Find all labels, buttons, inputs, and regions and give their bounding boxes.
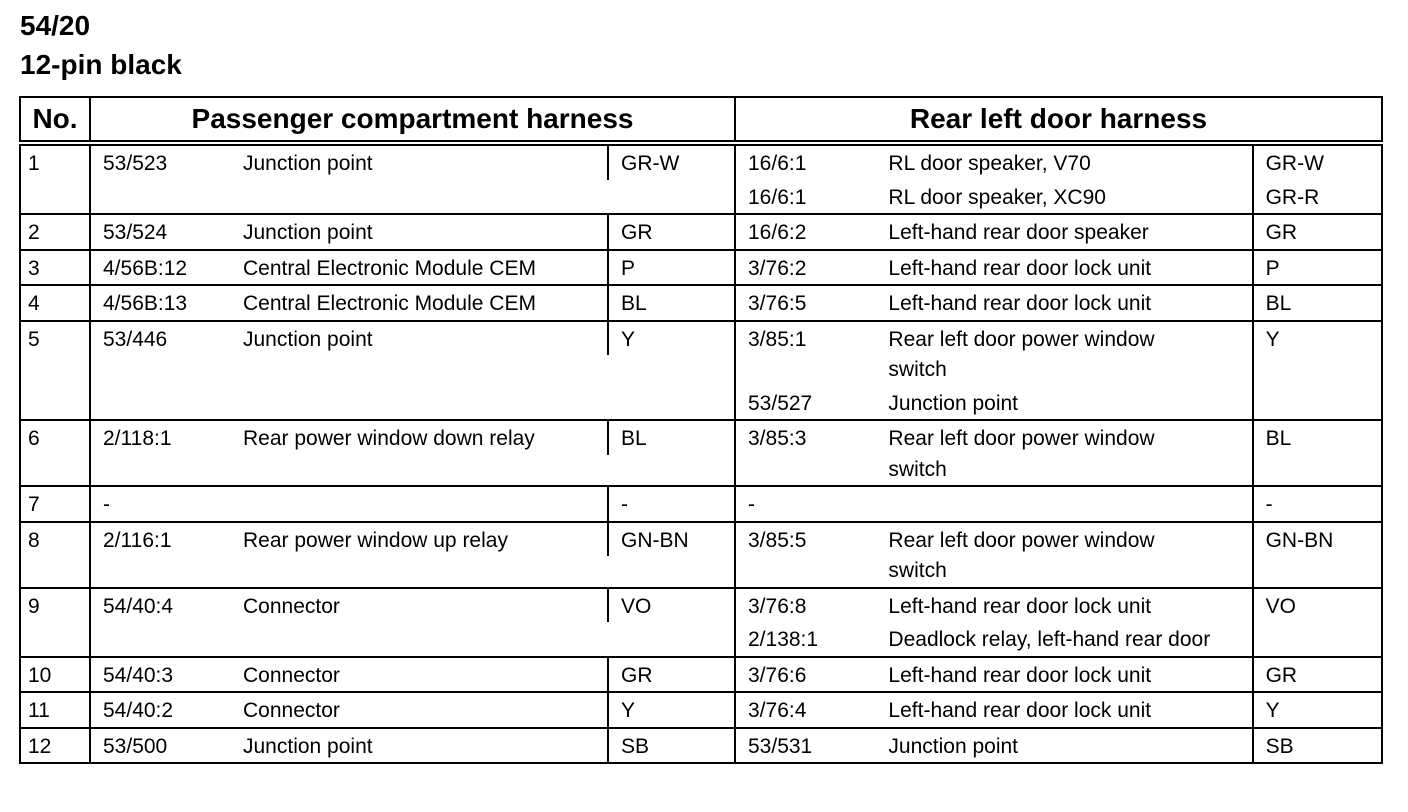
passenger-description: Connector (243, 594, 340, 618)
passenger-harness-cell (90, 728, 735, 764)
rear-wire-color: GR-W (1265, 152, 1324, 175)
rear-wire-color: GR-R (1265, 185, 1320, 209)
rear-wire-color: Y (1265, 327, 1280, 351)
rear-harness-cell (735, 214, 1382, 250)
pin-number-cell (20, 321, 90, 421)
rear-description: Rear left door power window (888, 327, 1155, 351)
passenger-wire-color: Y (621, 327, 636, 351)
rear-description: switch (888, 559, 947, 582)
rear-description: Junction point (888, 734, 1019, 758)
pinout-table (19, 96, 1383, 764)
rear-wire-color: VO (1265, 594, 1296, 618)
passenger-description: Rear power window down relay (243, 427, 535, 450)
passenger-description: Junction point (243, 152, 373, 175)
rear-harness-cell (735, 143, 1382, 214)
rear-connector: 2/138:1 (748, 628, 819, 651)
rear-wire-color: P (1265, 256, 1280, 280)
passenger-harness-cell (90, 522, 735, 588)
pin-number: 12 (28, 734, 52, 758)
rear-wire-color (1254, 386, 1381, 389)
rear-harness-cell (735, 657, 1382, 693)
passenger-harness-cell (90, 285, 735, 321)
passenger-connector: 4/56B:12 (103, 256, 188, 280)
header-passenger-harness: Passenger compartment harness (90, 97, 735, 143)
passenger-harness-cell (90, 420, 735, 486)
passenger-wire-color: VO (621, 594, 652, 618)
table-row (20, 214, 1382, 250)
rear-connector: 3/76:4 (748, 699, 807, 722)
table-row (20, 250, 1382, 286)
table-row (20, 728, 1382, 764)
rear-connector: 53/531 (748, 734, 813, 758)
rear-connector: 53/527 (748, 391, 813, 415)
rear-harness-cell (735, 321, 1382, 421)
passenger-wire-color: - (621, 493, 628, 516)
rear-connector: 16/6:1 (748, 185, 807, 209)
passenger-connector: 54/40:2 (103, 699, 174, 722)
passenger-description: Connector (243, 699, 340, 722)
passenger-connector: 53/446 (103, 327, 168, 351)
pin-number-cell (20, 250, 90, 286)
passenger-wire-color: GR (621, 221, 653, 244)
passenger-wire-color: GR-W (621, 152, 680, 175)
rear-connector: 3/85:5 (748, 528, 807, 552)
pin-number: 6 (28, 427, 40, 450)
rear-connector: - (748, 493, 755, 516)
rear-description: Junction point (888, 391, 1019, 415)
passenger-harness-cell (90, 588, 735, 657)
pin-number: 5 (28, 327, 40, 351)
table-row (20, 321, 1382, 421)
passenger-harness-cell (90, 692, 735, 728)
rear-wire-color: Y (1265, 699, 1280, 722)
rear-harness-cell (735, 285, 1382, 321)
pin-number-cell (20, 657, 90, 693)
rear-description: Left-hand rear door lock unit (888, 292, 1152, 315)
pin-number: 3 (28, 256, 40, 280)
passenger-description: Junction point (243, 221, 373, 244)
pin-number: 2 (28, 221, 40, 244)
table-row (20, 143, 1382, 214)
rear-wire-color (1254, 622, 1381, 625)
table-row (20, 657, 1382, 693)
rear-description: Left-hand rear door lock unit (888, 699, 1152, 722)
table-row (20, 588, 1382, 657)
connector-id: 54/20 (20, 10, 91, 41)
rear-wire-color: GR (1265, 663, 1298, 687)
pin-number-cell (20, 214, 90, 250)
passenger-wire-color: BL (621, 292, 647, 315)
pin-number-cell (20, 143, 90, 214)
rear-wire-color: SB (1265, 734, 1294, 758)
header-rear-left-door-harness: Rear left door harness (735, 97, 1382, 143)
pin-number-cell (20, 522, 90, 588)
rear-description: Rear left door power window (888, 528, 1155, 552)
rear-connector: 3/76:6 (748, 663, 807, 687)
rear-connector: 3/76:2 (748, 256, 807, 280)
rear-harness-cell (735, 486, 1382, 522)
pin-number-cell (20, 728, 90, 764)
rear-harness-cell (735, 250, 1382, 286)
rear-description: Deadlock relay, left-hand rear door (888, 628, 1211, 651)
header-no: No. (20, 97, 90, 143)
passenger-connector: 2/116:1 (103, 528, 172, 552)
rear-wire-color: - (1265, 493, 1273, 516)
passenger-harness-cell (90, 321, 735, 421)
passenger-connector: 54/40:3 (103, 663, 174, 687)
pin-number: 7 (28, 493, 40, 516)
rear-description: Left-hand rear door lock unit (888, 256, 1152, 280)
rear-harness-cell (735, 420, 1382, 486)
rear-description: switch (888, 457, 947, 481)
passenger-connector: 53/523 (103, 152, 168, 175)
pin-number: 9 (28, 594, 40, 618)
passenger-wire-color: SB (621, 734, 650, 758)
rear-connector: 3/85:3 (748, 427, 807, 450)
rear-connector: 3/76:5 (748, 292, 807, 315)
rear-harness-cell (735, 692, 1382, 728)
passenger-harness-cell (90, 214, 735, 250)
rear-description: Left-hand rear door lock unit (888, 594, 1152, 618)
table-row (20, 285, 1382, 321)
rear-description: RL door speaker, XC90 (888, 185, 1106, 209)
passenger-wire-color: GN-BN (621, 528, 689, 552)
passenger-connector: - (103, 493, 110, 516)
pin-number-cell (20, 285, 90, 321)
rear-description: Rear left door power window (888, 427, 1155, 450)
rear-description: Left-hand rear door lock unit (888, 663, 1152, 687)
passenger-description: Connector (243, 663, 340, 687)
pin-number: 10 (28, 663, 52, 687)
passenger-description: Rear power window up relay (243, 528, 508, 552)
rear-description: switch (888, 358, 947, 381)
pin-number-cell (20, 588, 90, 657)
pin-number-cell (20, 486, 90, 522)
passenger-wire-color: BL (621, 427, 647, 450)
passenger-harness-cell (90, 250, 735, 286)
rear-wire-color: GR (1265, 221, 1298, 244)
rear-connector: 16/6:2 (748, 221, 807, 244)
rear-wire-color: BL (1265, 292, 1292, 315)
pin-number: 8 (28, 528, 40, 552)
rear-harness-cell (735, 588, 1382, 657)
rear-wire-color: GN-BN (1265, 528, 1334, 552)
pin-number: 1 (28, 152, 40, 175)
table-row (20, 420, 1382, 486)
rear-description: RL door speaker, V70 (888, 152, 1091, 175)
passenger-wire-color: Y (621, 699, 636, 722)
passenger-connector: 53/500 (103, 734, 168, 758)
rear-harness-cell (735, 522, 1382, 588)
passenger-description: Junction point (243, 327, 373, 351)
passenger-harness-cell (90, 657, 735, 693)
passenger-wire-color: GR (621, 663, 653, 687)
pin-number-cell (20, 420, 90, 486)
table-row (20, 522, 1382, 588)
passenger-description: Central Electronic Module CEM (243, 256, 536, 280)
rear-connector: 3/76:8 (748, 594, 807, 618)
table-row (20, 692, 1382, 728)
rear-description: Left-hand rear door speaker (888, 221, 1149, 244)
table-row (20, 486, 1382, 522)
passenger-connector: 53/524 (103, 221, 168, 244)
passenger-description: Central Electronic Module CEM (243, 292, 536, 315)
passenger-wire-color: P (621, 256, 636, 280)
passenger-harness-cell (90, 143, 735, 214)
table-header-row (20, 97, 1382, 143)
passenger-description (231, 487, 607, 490)
passenger-connector: 4/56B:13 (103, 292, 188, 315)
rear-connector: 16/6:1 (748, 152, 807, 175)
rear-harness-cell (735, 728, 1382, 764)
pin-number: 4 (28, 292, 40, 315)
rear-description (876, 487, 1251, 521)
rear-connector: 3/85:1 (748, 327, 807, 351)
pin-number-cell (20, 692, 90, 728)
passenger-connector: 2/118:1 (103, 427, 172, 450)
pin-number: 11 (28, 699, 50, 722)
connector-description: 12-pin black (20, 49, 182, 80)
rear-wire-color: BL (1265, 427, 1292, 450)
passenger-harness-cell (90, 486, 735, 522)
passenger-description: Junction point (243, 734, 373, 758)
passenger-connector: 54/40:4 (103, 594, 174, 618)
